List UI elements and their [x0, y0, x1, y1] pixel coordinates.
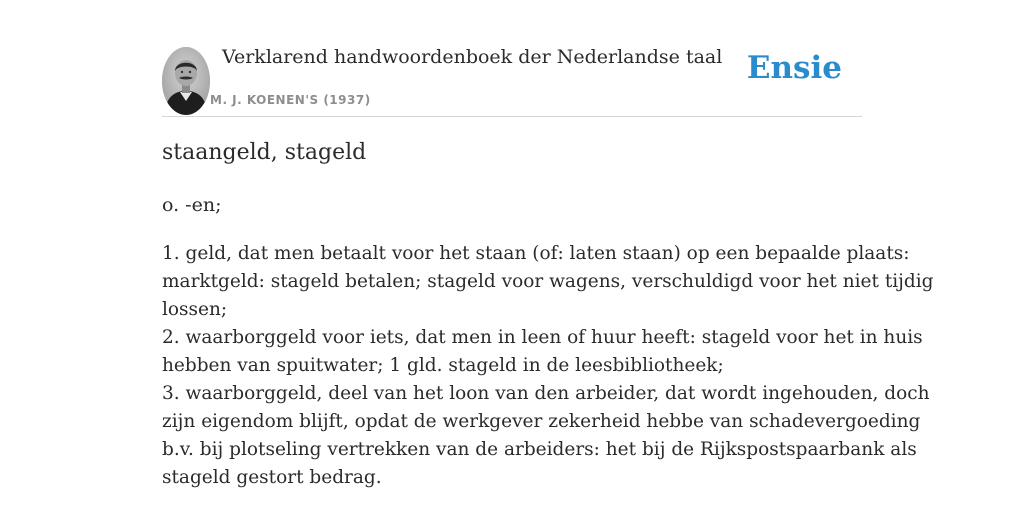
entry-grammar: o. -en;: [162, 194, 222, 216]
dictionary-header: [162, 40, 862, 117]
definition-line: stageld gestort bedrag.: [162, 467, 382, 488]
definition-line: hebben van spuitwater; 1 gld. stageld in de leesbibliotheek;: [162, 355, 724, 376]
definition-line: b.v. bij plotseling vertrekken van de arbeiders: het bij de Rijkspostspaarbank als: [162, 439, 917, 460]
definition-line: 1. geld, dat men betaalt voor het staan (of: laten staan) op een bepaalde plaats:: [162, 243, 910, 264]
dictionary-title: Verklarend handwoordenboek der Nederlandse taal: [222, 46, 723, 68]
definition-line: zijn eigendom blijft, opdat de werkgever zekerheid hebbe van schadevergoeding: [162, 411, 921, 432]
entry-definitions: [162, 240, 934, 492]
ensie-logo-link[interactable]: Ensie: [746, 50, 842, 86]
author-portrait-image: [162, 47, 210, 115]
dictionary-author: M. J. KOENEN'S (1937): [210, 93, 371, 107]
entry-headword: staangeld, stageld: [162, 140, 367, 165]
definition-line: 3. waarborggeld, deel van het loon van den arbeider, dat wordt ingehouden, doch: [162, 383, 930, 404]
definition-line: marktgeld: stageld betalen; stageld voor wagens, verschuldigd voor het niet tijdig: [162, 271, 934, 292]
author-portrait: [162, 47, 210, 115]
definition-line: lossen;: [162, 299, 228, 320]
definition-line: 2. waarborggeld voor iets, dat men in leen of huur heeft: stageld voor het in huis: [162, 327, 923, 348]
